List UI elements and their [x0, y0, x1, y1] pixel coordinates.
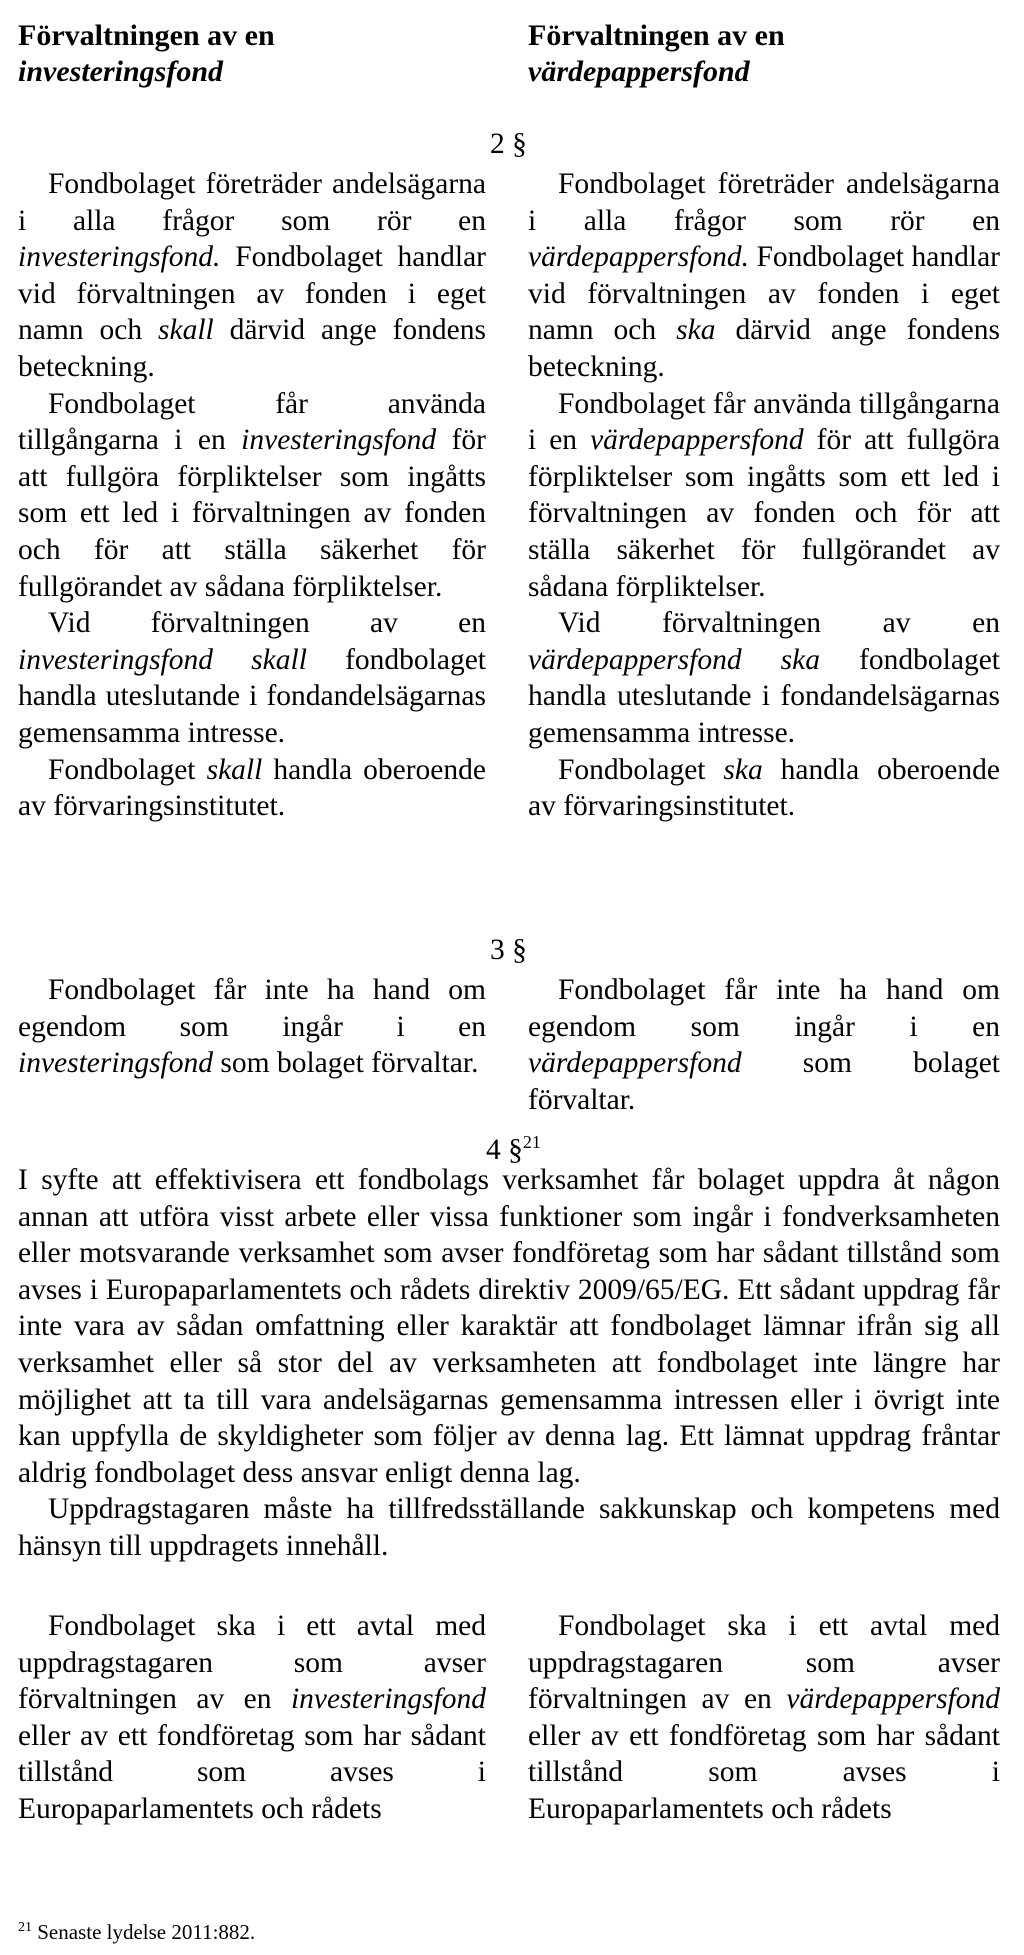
section-3-heading: 3 § — [490, 934, 527, 966]
paragraph: Fondbolaget företräder andelsägarna i alla frågor som rör en investeringsfond. Fondbolaget handlar vid förvaltningen av fonden i eget namn och skall därvid ange fondens beteckning. — [18, 168, 486, 383]
section-4-right-column — [528, 1608, 1000, 1828]
paragraph: Fondbolaget får använda tillgångarna i en värdepappersfond för att fullgöra förpliktelser som ingåtts som ett led i förvaltningen av fonden och för att ställa säkerhet för fullgörandet av sådana förpliktelser. — [528, 387, 1000, 603]
paragraph: Fondbolaget skall handla oberoende av förvaringsinstitutet. — [18, 753, 486, 823]
section-2-left-column — [18, 166, 486, 825]
section-4-heading: 4 §$^{21}$ — [486, 1132, 541, 1166]
left-column-header — [18, 18, 458, 90]
section-4-full-width-text — [18, 1162, 1000, 1565]
section-4-left-column — [18, 1608, 486, 1828]
footnote-text: Senaste lydelse 2011:882. — [37, 1920, 256, 1944]
paragraph: Fondbolaget får inte ha hand om egendom som ingår i en investeringsfond som bolaget förvaltar. — [18, 974, 486, 1080]
paragraph: Fondbolaget ska i ett avtal med uppdragstagaren som avser förvaltningen av en värdepappersfond eller av ett fondföretag som har sådant tillstånd som avses i Europaparlamentets och rådets — [528, 1610, 1000, 1825]
left-header-line1: Förvaltningen av en — [18, 19, 275, 52]
paragraph: I syfte att effektivisera ett fondbolags verksamhet får bolaget uppdra åt någon annan att utföra visst arbete eller vissa funktioner som ingår i fondverksamheten eller motsvarande verksamhet som avser fondföretag som har sådant tillstånd som avses i Europaparlamentets och rådets direktiv 2009/65/EG. Ett sådant uppdrag får inte vara av sådan omfattning eller karaktär att fondbolaget lämnar ifrån sig all verksamhet eller så stor del av verksamheten att fondbolaget inte längre har möjlighet att ta till vara andelsägarnas gemensamma intressen eller i övrigt inte kan uppfylla de skyldigheter som följer av denna lag. Ett lämnat uppdrag fråntar aldrig fondbolaget dess ansvar enligt denna lag. — [18, 1164, 1000, 1489]
paragraph: Fondbolaget företräder andelsägarna i alla frågor som rör en värdepappersfond. Fondbolaget handlar vid förvaltningen av fonden i eget namn och ska därvid ange fondens beteckning. — [528, 168, 1000, 383]
section-3-right-column — [528, 972, 1000, 1118]
paragraph: Uppdragstagaren måste ha tillfredsställande sakkunskap och kompetens med hänsyn till uppdragets innehåll. — [18, 1493, 1000, 1562]
paragraph: Vid förvaltningen av en investeringsfond skall fondbolaget handla uteslutande i fondandelsägarnas gemensamma intresse. — [18, 607, 486, 749]
paragraph: Fondbolaget får använda tillgångarna i en investeringsfond för att fullgöra förpliktelser som ingåtts som ett led i förvaltningen av fonden och för att ställa säkerhet för fullgörandet av sådana förpliktelser. — [18, 387, 486, 603]
section-2-heading: 2 § — [490, 128, 527, 160]
footnote — [18, 1916, 255, 1944]
section-3-left-column — [18, 972, 486, 1082]
footnote-reference: 21 — [522, 1132, 541, 1152]
paragraph: Vid förvaltningen av en värdepappersfond ska fondbolaget handla uteslutande i fondandelsägarnas gemensamma intresse. — [528, 607, 1000, 749]
paragraph: Fondbolaget ska handla oberoende av förvaringsinstitutet. — [528, 753, 1000, 823]
right-column-header — [528, 18, 988, 90]
footnote-number: 21 — [18, 1920, 32, 1935]
left-header-line2: investeringsfond — [18, 55, 224, 88]
right-header-line2: värdepappersfond — [528, 55, 750, 88]
section-2-right-column — [528, 166, 1000, 825]
paragraph: Fondbolaget ska i ett avtal med uppdragstagaren som avser förvaltningen av en investeringsfond eller av ett fondföretag som har sådant tillstånd som avses i Europaparlamentets och rådets — [18, 1610, 486, 1825]
right-header-line1: Förvaltningen av en — [528, 19, 785, 52]
paragraph: Fondbolaget får inte ha hand om egendom som ingår i en värdepappersfond som bolaget förvaltar. — [528, 974, 1000, 1116]
